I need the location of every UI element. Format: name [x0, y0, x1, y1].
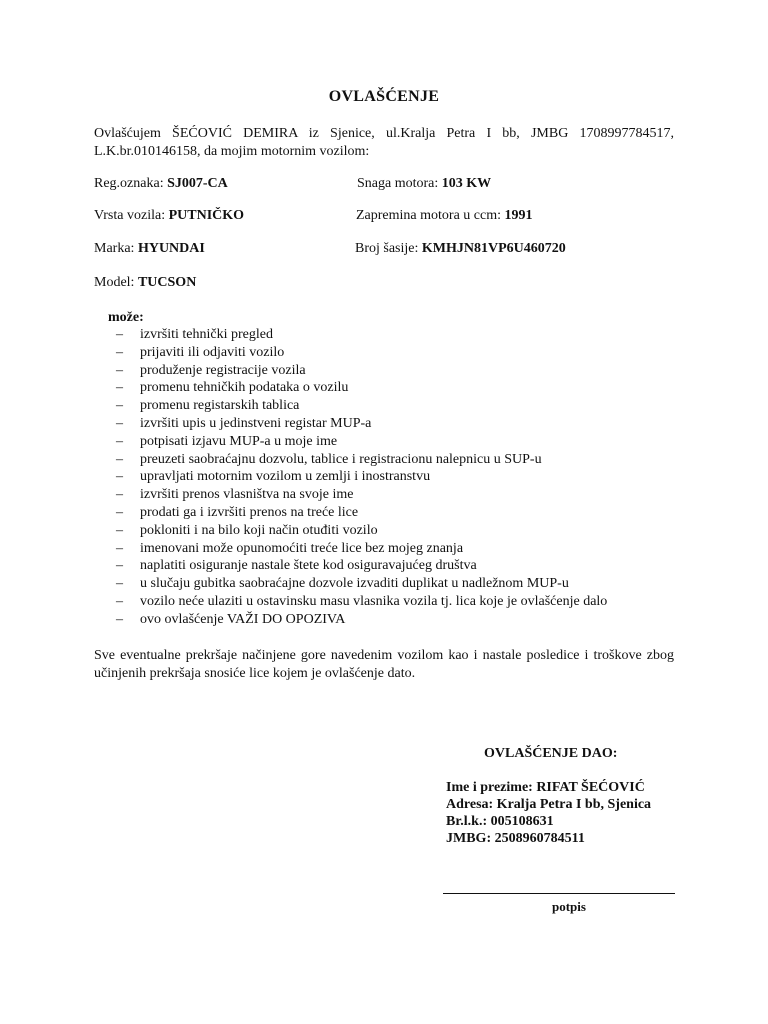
list-item — [116, 362, 607, 380]
list-item — [116, 326, 607, 344]
make-label: Marka: — [94, 241, 135, 256]
list-item-text: naplatiti osiguranje nastale štete kod osiguravajućeg društva — [140, 558, 477, 574]
list-item — [116, 504, 607, 522]
reg-label: Reg.oznaka: — [94, 176, 164, 191]
chassis-value: KMHJN81VP6U460720 — [421, 241, 566, 256]
list-dash: – — [116, 593, 123, 609]
list-item — [116, 486, 607, 504]
list-dash: – — [116, 469, 123, 485]
reg-value: SJ007-CA — [167, 176, 228, 191]
signer-address: Adresa: Kralja Petra I bb, Sjenica — [446, 797, 652, 812]
signer-jmbg: JMBG: 2508960784511 — [446, 831, 585, 846]
list-item — [116, 557, 607, 575]
permissions-list — [116, 326, 607, 629]
list-item — [116, 451, 607, 469]
list-item — [116, 522, 607, 540]
list-item-text: promenu tehničkih podataka o vozilu — [140, 380, 349, 396]
list-item — [116, 611, 607, 629]
list-dash: – — [116, 611, 123, 627]
type-field — [94, 208, 244, 224]
list-item-text: potpisati izjavu MUP-a u moje ime — [140, 433, 338, 449]
list-dash: – — [116, 398, 123, 414]
list-dash: – — [116, 344, 123, 360]
signer-id-card: Br.l.k.: 005108631 — [446, 814, 554, 829]
signer-name: Ime i prezime: RIFAT ŠEĆOVIĆ — [446, 780, 645, 795]
list-item-text: pokloniti i na bilo koji način otuđiti vozilo — [140, 522, 378, 538]
closing-paragraph: Sve eventualne prekršaje načinjene gore navedenim vozilom kao i nastale posledice i troškove zbog učinjenih prekršaja snosiće lice kojem je ovlašćenje dato. — [94, 648, 674, 681]
type-label: Vrsta vozila: — [94, 208, 166, 223]
make-field — [94, 241, 205, 257]
make-value: HYUNDAI — [137, 241, 205, 256]
list-item-text: produženje registracije vozila — [140, 362, 306, 378]
list-dash: – — [116, 522, 123, 538]
list-dash: – — [116, 362, 123, 378]
list-item-text: prodati ga i izvršiti prenos na treće lice — [140, 504, 359, 520]
list-dash: – — [116, 451, 123, 467]
list-dash: – — [116, 504, 123, 520]
list-item — [116, 433, 607, 451]
list-item — [116, 397, 607, 415]
type-value: PUTNIČKO — [168, 208, 245, 223]
reg-field — [94, 176, 228, 192]
power-label: Snaga motora: — [357, 176, 439, 191]
list-item-text: u slučaju gubitka saobraćajne dozvole izvaditi duplikat u nadležnom MUP-u — [140, 576, 569, 592]
list-item-text: ovo ovlašćenje VAŽI DO OPOZIVA — [140, 611, 346, 627]
model-field — [94, 275, 196, 291]
power-value: 103 KW — [441, 176, 492, 191]
list-dash: – — [116, 380, 123, 396]
list-dash: – — [116, 433, 123, 449]
list-item — [116, 415, 607, 433]
chassis-field — [355, 241, 566, 257]
model-value: TUCSON — [137, 275, 197, 290]
list-item-text: promenu registarskih tablica — [140, 398, 300, 414]
list-item — [116, 593, 607, 611]
list-dash: – — [116, 487, 123, 503]
document-title: OVLAŠĆENJE — [328, 88, 440, 105]
list-item — [116, 540, 607, 558]
list-item-text: izvršiti upis u jedinstveni registar MUP-a — [140, 415, 372, 431]
intro-paragraph: Ovlašćujem ŠEĆOVIĆ DEMIRA iz Sjenice, ul.Kralja Petra I bb, JMBG 1708997784517, L.K.br.010146158, da mojim motornim vozilom: — [94, 126, 674, 159]
list-dash: – — [116, 540, 123, 556]
list-item-text: vozilo neće ulaziti u ostavinsku masu vlasnika vozila tj. lica koje je ovlašćenje dalo — [140, 593, 608, 609]
list-dash: – — [116, 558, 123, 574]
list-item-text: imenovani može opunomoćiti treće lice bez mojeg znanja — [140, 540, 464, 556]
list-dash: – — [116, 327, 123, 342]
moze-label: može: — [108, 310, 144, 325]
list-item-text: upravljati motornim vozilom u zemlji i inostranstvu — [140, 469, 431, 485]
model-label: Model: — [94, 275, 135, 290]
volume-label: Zapremina motora u ccm: — [356, 208, 501, 223]
list-item-text: izvršiti prenos vlasništva na svoje ime — [140, 487, 354, 503]
list-item-text: prijaviti ili odjaviti vozilo — [140, 344, 285, 360]
list-item — [116, 575, 607, 593]
volume-value: 1991 — [504, 208, 533, 223]
list-item-text: preuzeti saobraćajnu dozvolu, tablice i registracionu nalepnicu u SUP-u — [140, 451, 542, 467]
signature-caption: potpis — [552, 899, 586, 914]
list-item — [116, 379, 607, 397]
power-field — [357, 176, 491, 192]
list-item — [116, 468, 607, 486]
volume-field — [356, 208, 533, 224]
list-dash: – — [116, 415, 123, 431]
list-item-text: izvršiti tehnički pregled — [140, 327, 273, 342]
chassis-label: Broj šasije: — [355, 241, 419, 256]
list-item — [116, 344, 607, 362]
signature-title: OVLAŠĆENJE DAO: — [484, 746, 618, 761]
signature-line — [443, 893, 675, 894]
list-dash: – — [116, 576, 123, 592]
